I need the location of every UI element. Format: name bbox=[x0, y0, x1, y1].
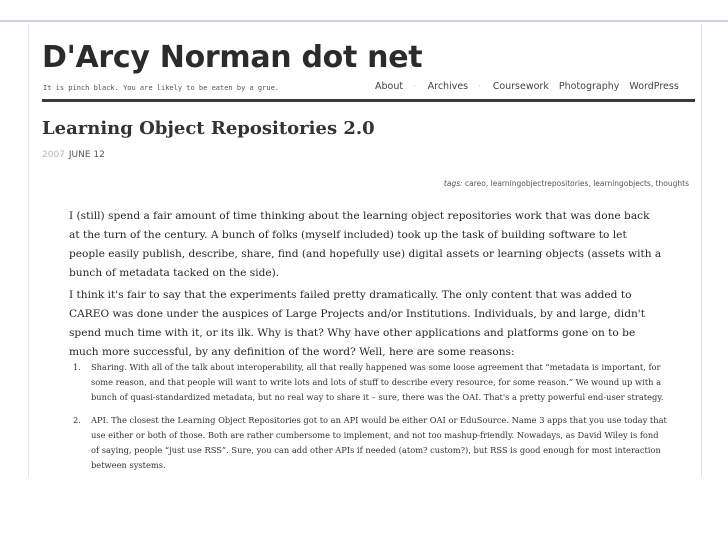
list-text: API. The closest the Learning Object Repositories got to an API would be either OAI or EduSource. Name 3 apps that you use today that use either or both of those. Both are rather cumbersome to implement, and not too mashup-friendly. Nowadays, as David Wiley is fond of saying, people “just use RSS”. Sure, you can add other APIs if needed (atom? custom?), but RSS is good enough for most interaction between systems. bbox=[91, 415, 667, 470]
top-border bbox=[0, 20, 728, 22]
nav-coursework[interactable]: Coursework bbox=[492, 81, 549, 92]
nav-about[interactable]: About bbox=[375, 81, 404, 92]
nav-separator-icon: · bbox=[478, 82, 481, 91]
site-title[interactable]: D'Arcy Norman dot net bbox=[42, 40, 423, 75]
post-paragraph-1: I (still) spend a fair amount of time thinking about the learning object repositories work that was done back at the turn of the century. A bunch of folks (myself included) took up the task of building software to let people easily publish, describe, share, find (and hopefully use) digital assets or learning objects (assets with a bunch of metadata tacked on the side). bbox=[69, 210, 662, 279]
nav-photography[interactable]: Photography bbox=[558, 81, 620, 92]
nav-separator-icon: · bbox=[413, 82, 416, 91]
post-tags bbox=[444, 179, 689, 188]
site-tagline: It is pinch black. You are likely to be eaten by a grue. bbox=[43, 84, 280, 92]
nav-wordpress[interactable]: WordPress bbox=[629, 81, 679, 92]
post-date bbox=[42, 150, 105, 160]
post-title[interactable]: Learning Object Repositories 2.0 bbox=[42, 118, 375, 139]
header-rule bbox=[42, 99, 695, 102]
list-number: 2. bbox=[73, 415, 81, 425]
list-text: Sharing. With all of the talk about interoperability, all that really happened was some loose agreement that “metadata is important, for some reason, and that people will want to write lots and lots of stuff to describe every resource, for some reason.” We wound up with a bunch of quasi-standardized metadata, but no real way to share it – sure, there was the OAI. That's a pretty powerful end-user strategy. bbox=[91, 362, 664, 402]
reasons-list bbox=[69, 360, 669, 477]
list-item bbox=[69, 360, 669, 405]
blog-screenshot bbox=[28, 24, 702, 477]
main-nav bbox=[375, 81, 689, 92]
post-paragraph-2: I think it's fair to say that the experiments failed pretty dramatically. The only content that was added to CAREO was done under the auspices of Large Projects and/or Institutions. Individuals, by and large, didn't spend much time with it, or its ilk. Why is that? Why have other applications and platforms gone on to be much more successful, by any definition of the word? Well, here are some reasons: bbox=[69, 289, 645, 358]
nav-archives[interactable]: Archives bbox=[427, 81, 469, 92]
post-day: JUNE 12 bbox=[68, 150, 105, 160]
tags-list[interactable]: careo, learningobjectrepositories, learningobjects, thoughts bbox=[465, 179, 689, 188]
post-year: 2007 bbox=[42, 150, 65, 160]
list-number: 1. bbox=[73, 362, 81, 372]
list-item bbox=[69, 413, 669, 473]
tags-label: tags: bbox=[443, 179, 463, 188]
